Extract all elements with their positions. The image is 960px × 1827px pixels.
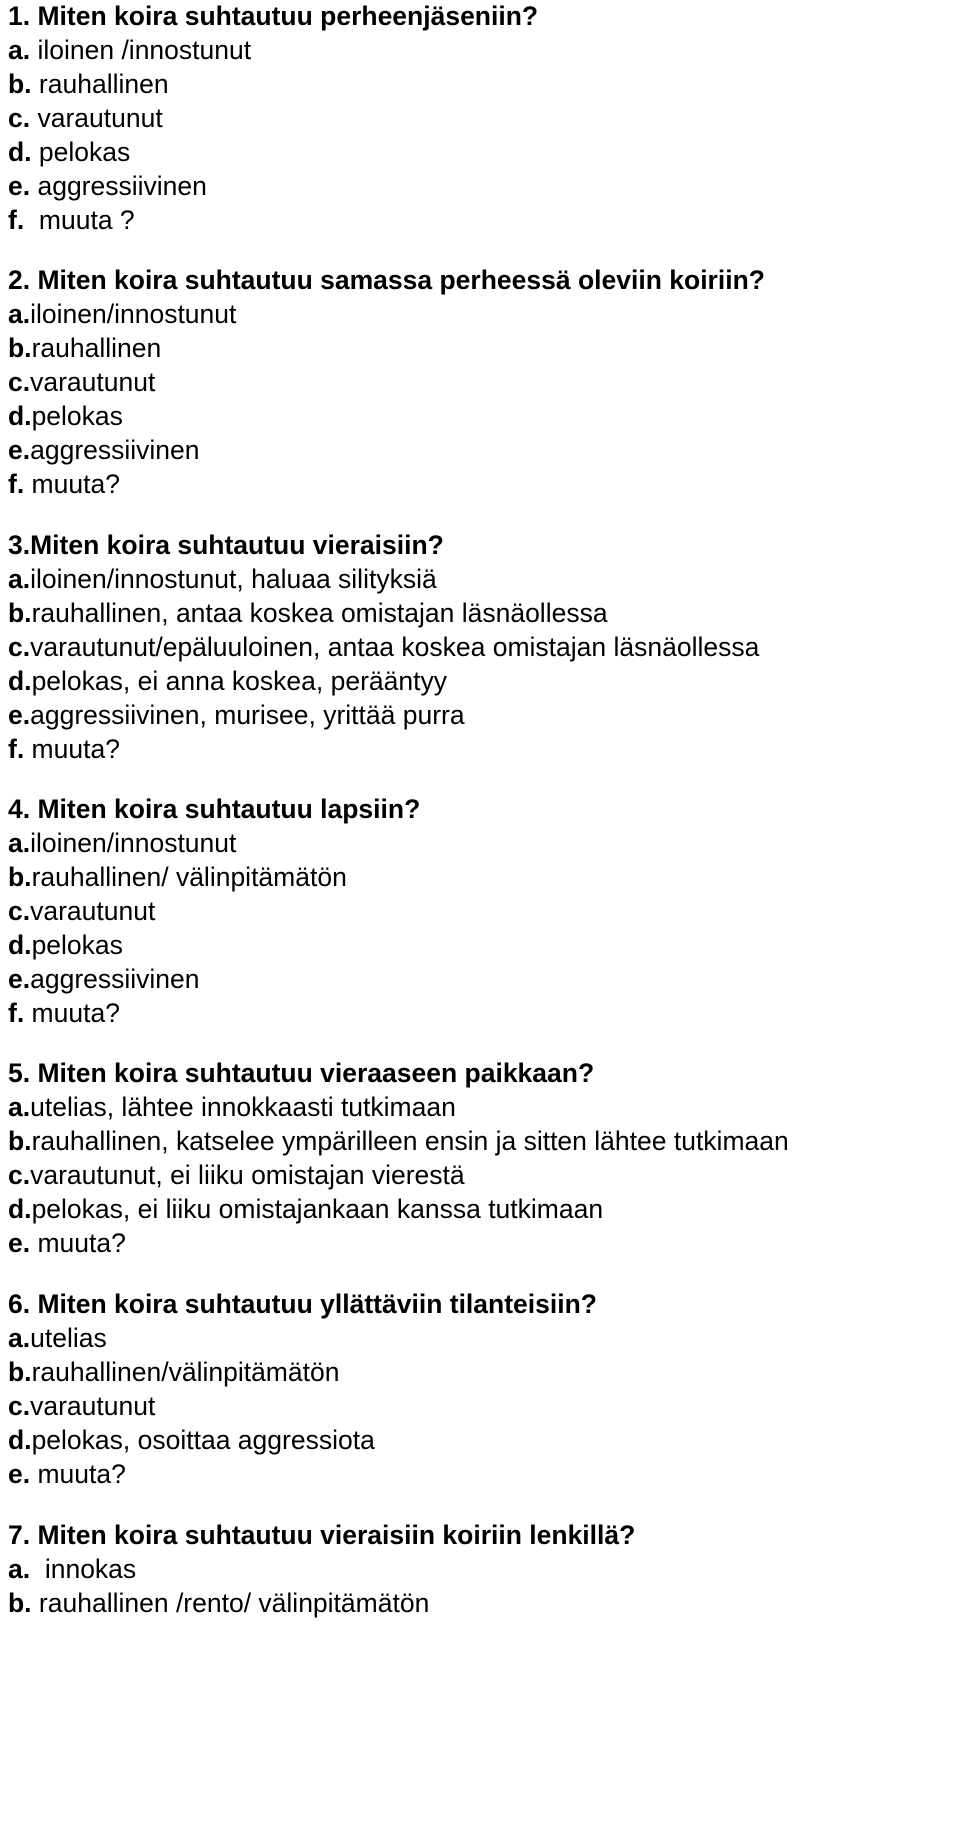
option-1d: d. pelokas — [8, 137, 131, 167]
option-1f: f. muuta ? — [8, 205, 135, 235]
option-3a: a.iloinen/innostunut, haluaa silityksiä — [8, 564, 437, 594]
option-5b: b.rauhallinen, katselee ympärilleen ensin ja sitten lähtee tutkimaan — [8, 1126, 789, 1156]
option-2d: d.pelokas — [8, 401, 123, 431]
option-3d: d.pelokas, ei anna koskea, perääntyy — [8, 666, 447, 696]
question-3-title: 3.Miten koira suhtautuu vieraisiin? — [8, 530, 444, 560]
option-5e: e. muuta? — [8, 1228, 126, 1258]
option-1c: c. varautunut — [8, 103, 163, 133]
question-6-title: 6. Miten koira suhtautuu yllättäviin tilanteisiin? — [8, 1289, 597, 1319]
option-4e: e.aggressiivinen — [8, 964, 200, 994]
option-6c: c.varautunut — [8, 1391, 156, 1421]
option-5d: d.pelokas, ei liiku omistajankaan kanssa tutkimaan — [8, 1194, 604, 1224]
question-2-title: 2. Miten koira suhtautuu samassa perheessä oleviin koiriin? — [8, 265, 765, 295]
option-2e: e.aggressiivinen — [8, 435, 200, 465]
option-4b: b.rauhallinen/ välinpitämätön — [8, 862, 347, 892]
option-4f: f. muuta? — [8, 998, 120, 1028]
option-1a: a. iloinen /innostunut — [8, 35, 252, 65]
option-1b: b. rauhallinen — [8, 69, 169, 99]
option-2f: f. muuta? — [8, 469, 120, 499]
question-1-title: 1. Miten koira suhtautuu perheenjäseniin? — [8, 1, 539, 31]
option-4c: c.varautunut — [8, 896, 156, 926]
option-2b: b.rauhallinen — [8, 333, 162, 363]
option-6d: d.pelokas, osoittaa aggressiota — [8, 1425, 375, 1455]
option-6e: e. muuta? — [8, 1459, 126, 1489]
option-3b: b.rauhallinen, antaa koskea omistajan läsnäollessa — [8, 598, 608, 628]
question-7-title: 7. Miten koira suhtautuu vieraisiin koiriin lenkillä? — [8, 1520, 636, 1550]
option-4d: d.pelokas — [8, 930, 123, 960]
option-7b: b. rauhallinen /rento/ välinpitämätön — [8, 1588, 430, 1618]
option-2c: c.varautunut — [8, 367, 156, 397]
question-4-title: 4. Miten koira suhtautuu lapsiin? — [8, 794, 421, 824]
option-5c: c.varautunut, ei liiku omistajan vierestä — [8, 1160, 465, 1190]
option-3e: e.aggressiivinen, murisee, yrittää purra — [8, 700, 465, 730]
option-5a: a.utelias, lähtee innokkaasti tutkimaan — [8, 1092, 456, 1122]
question-5-title: 5. Miten koira suhtautuu vieraaseen paikkaan? — [8, 1058, 595, 1088]
option-6b: b.rauhallinen/välinpitämätön — [8, 1357, 340, 1387]
option-4a: a.iloinen/innostunut — [8, 828, 237, 858]
option-3c: c.varautunut/epäluuloinen, antaa koskea omistajan läsnäollessa — [8, 632, 760, 662]
option-1e: e. aggressiivinen — [8, 171, 207, 201]
option-6a: a.utelias — [8, 1323, 107, 1353]
option-7a: a. innokas — [8, 1554, 137, 1584]
option-3f: f. muuta? — [8, 734, 120, 764]
option-2a: a.iloinen/innostunut — [8, 299, 237, 329]
